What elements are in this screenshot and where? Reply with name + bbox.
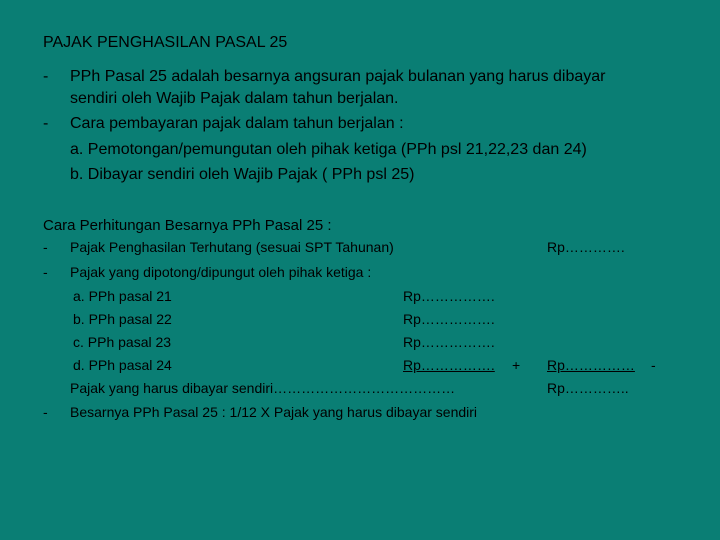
calc-line-withheld: Pajak yang dipotong/dipungut oleh pihak ketiga :: [70, 264, 372, 280]
bullet-dash: -: [43, 68, 49, 85]
page-title: PAJAK PENGHASILAN PASAL 25: [43, 34, 288, 51]
calc-sub-amount: Rp…………….: [403, 357, 495, 373]
intro-item2-a: a. Pemotongan/pemungutan oleh pihak ketiga (PPh psl 21,22,23 dan 24): [70, 141, 587, 158]
calc-sub-label: b. PPh pasal 22: [73, 311, 172, 327]
intro-item2-b: b. Dibayar sendiri oleh Wajib Pajak ( PPh psl 25): [70, 166, 415, 183]
calc-sub-amount: Rp…………….: [403, 288, 495, 304]
calc-sub-label: a. PPh pasal 21: [73, 288, 172, 304]
intro-item2-line1: Cara pembayaran pajak dalam tahun berjalan :: [70, 115, 404, 132]
calc-sum-amount: Rp……………: [547, 357, 635, 373]
calc-sub-amount: Rp…………….: [403, 311, 495, 327]
calc-line-tax-owed: Pajak Penghasilan Terhutang (sesuai SPT Tahunan): [70, 239, 394, 255]
minus-sign: -: [651, 357, 656, 373]
intro-item1-line1: PPh Pasal 25 adalah besarnya angsuran pajak bulanan yang harus dibayar: [70, 68, 606, 85]
bullet-dash: -: [43, 115, 49, 132]
bullet-dash: -: [43, 264, 48, 280]
calc-line-self-paid-amount: Rp…………..: [547, 380, 629, 396]
calc-sub-label: d. PPh pasal 24: [73, 357, 172, 373]
plus-sign: +: [512, 357, 521, 373]
calc-heading: Cara Perhitungan Besarnya PPh Pasal 25 :: [43, 217, 332, 234]
calc-line-tax-owed-amount: Rp………….: [547, 239, 625, 255]
bullet-dash: -: [43, 239, 48, 255]
intro-item1-line2: sendiri oleh Wajib Pajak dalam tahun berjalan.: [70, 90, 399, 107]
bullet-dash: -: [43, 404, 48, 420]
calc-line-monthly-installment: Besarnya PPh Pasal 25 : 1/12 X Pajak yang harus dibayar sendiri: [70, 404, 478, 420]
calc-sub-label: c. PPh pasal 23: [73, 334, 172, 350]
calc-sub-amount: Rp…………….: [403, 334, 495, 350]
calc-line-self-paid: Pajak yang harus dibayar sendiri…………………………………: [70, 380, 456, 396]
